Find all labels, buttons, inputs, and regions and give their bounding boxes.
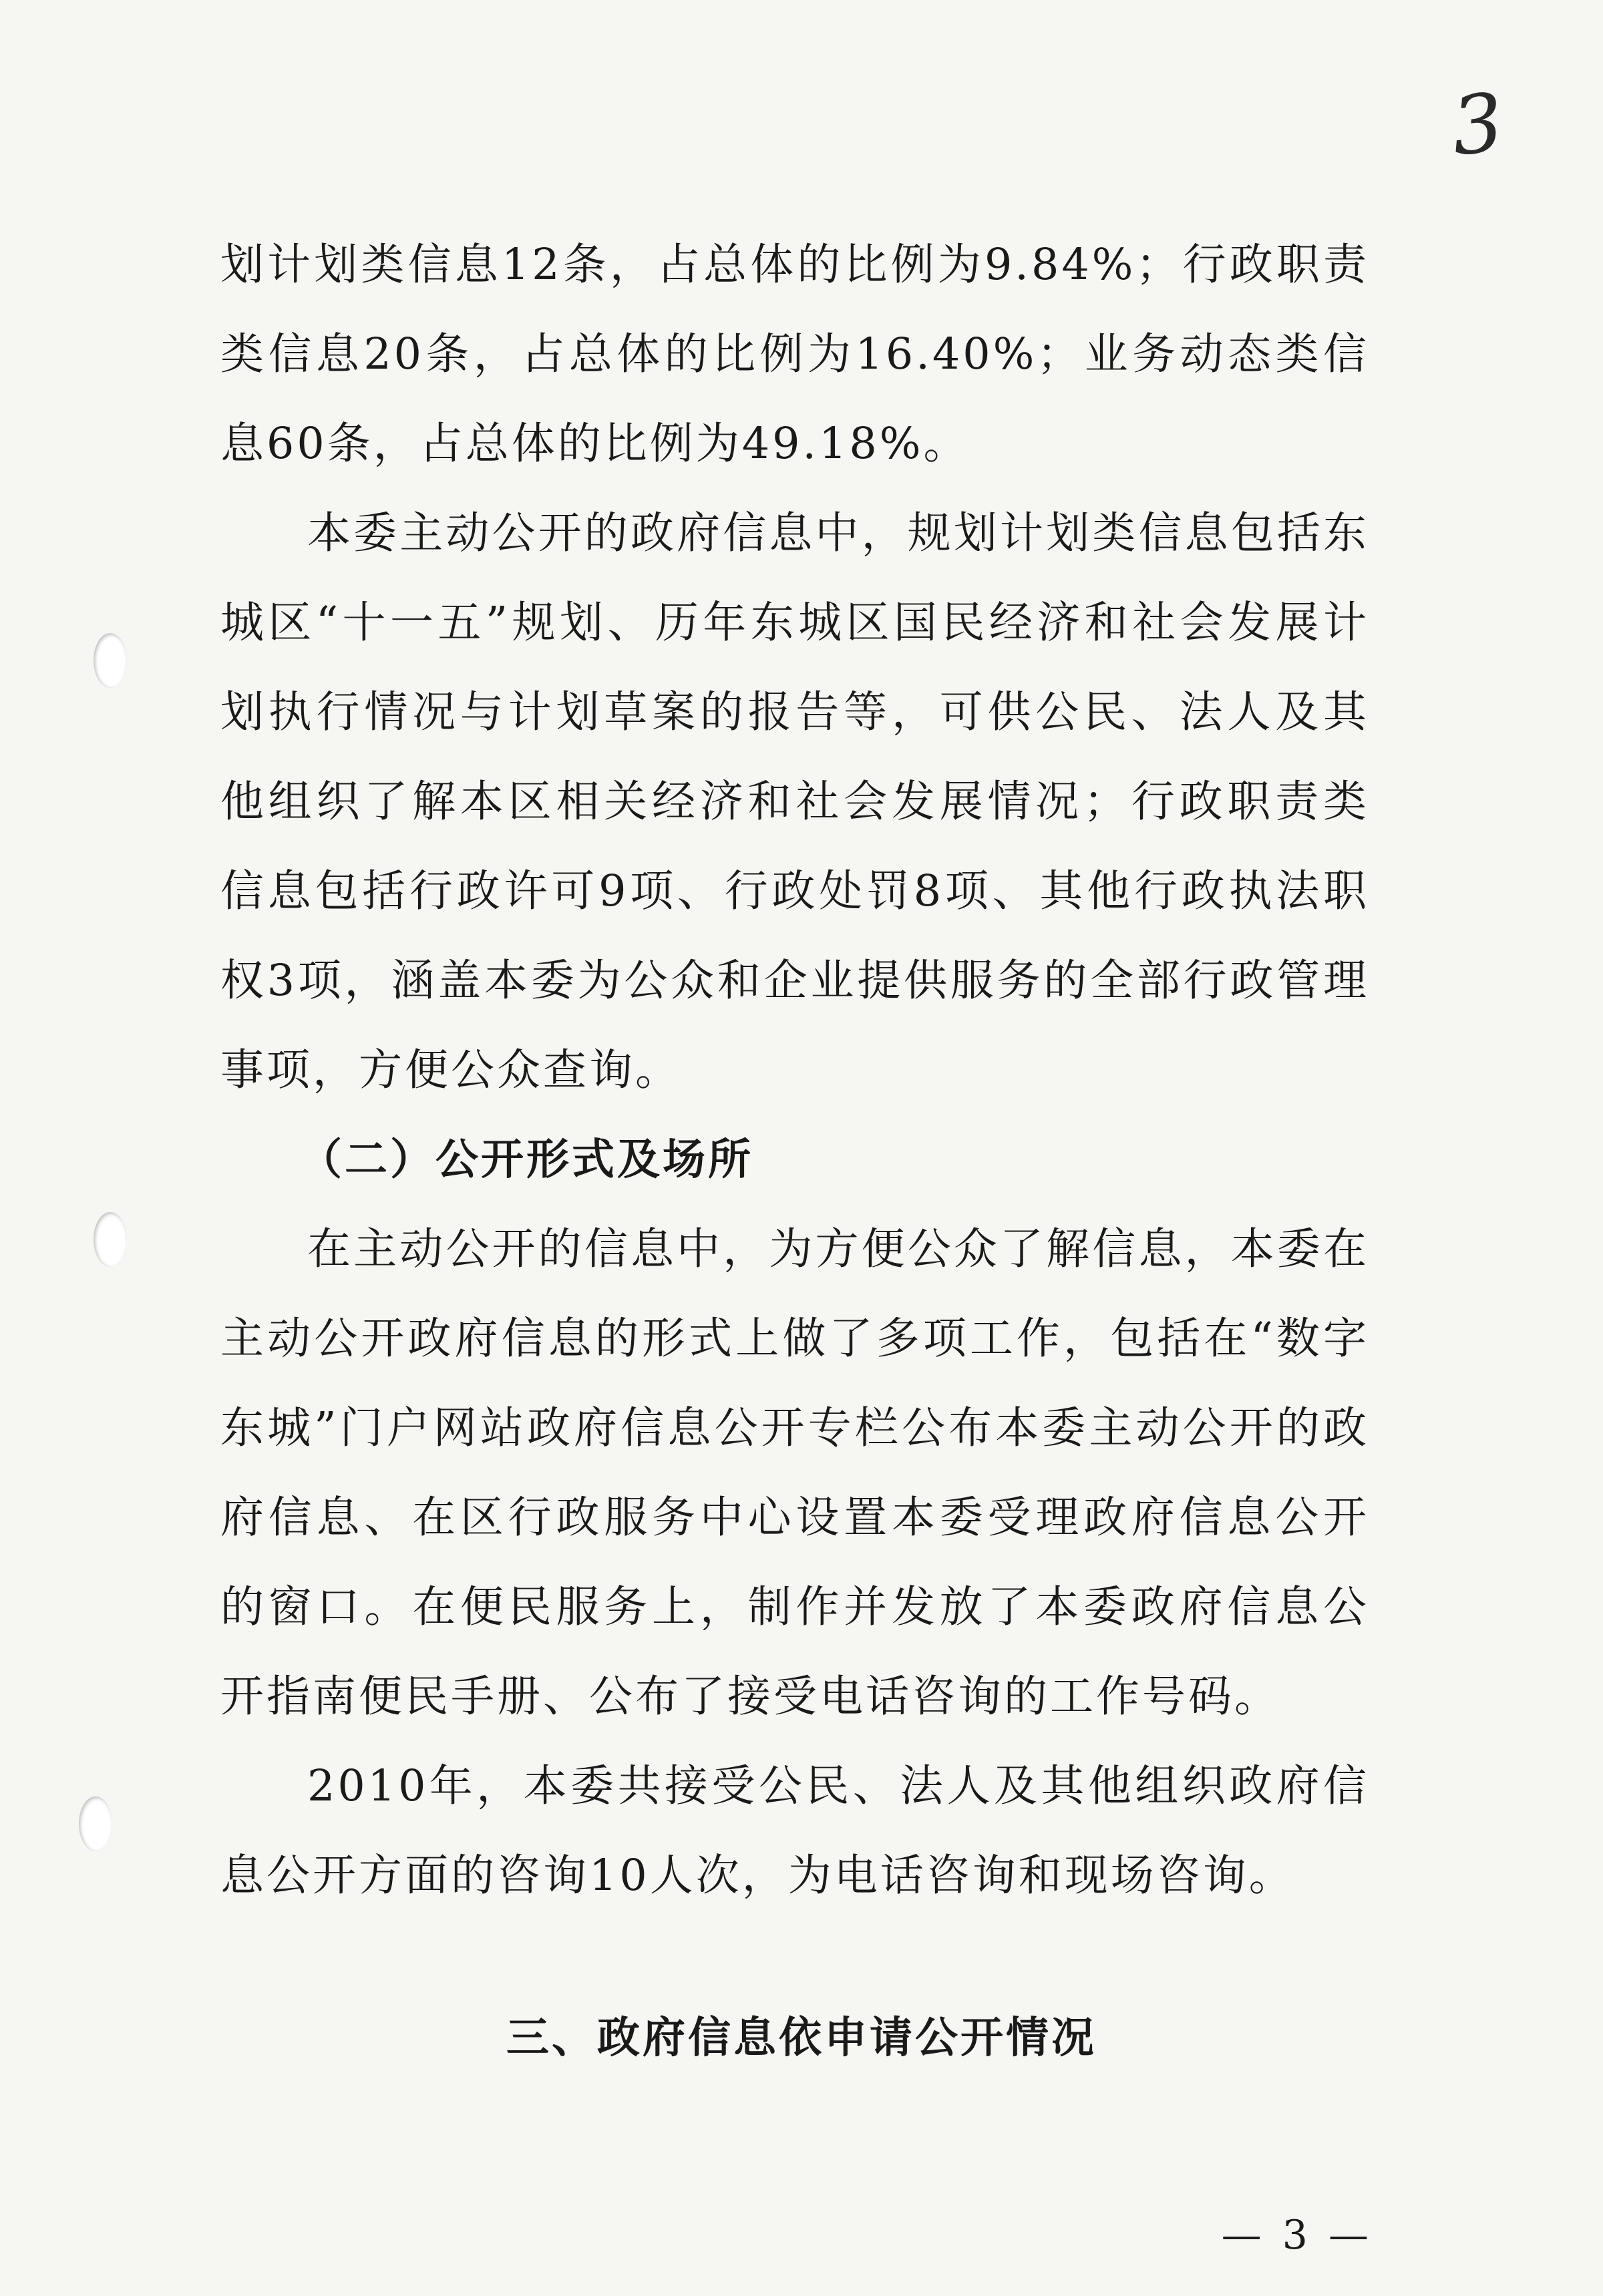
paragraph-disclosure-forms: 在主动公开的信息中，为方便公众了解信息，本委在主动公开政府信息的形式上做了多项工作，包括在“数字东城”门户网站政府信息公开专栏公布本委主动公开的政府信息、在区行政服务中心设置本委受理政府信息公开的窗口。在便民服务上，制作并发放了本委政府信息公开指南便民手册、公布了接受电话咨询的工作号码。 <box>220 1224 1369 1722</box>
page-number: — 3 — <box>1221 2212 1373 2259</box>
document-body <box>220 220 1369 1921</box>
paragraph-planning-info: 本委主动公开的政府信息中，规划计划类信息包括东城区“十一五”规划、历年东城区国民经济和社会发展计划执行情况与计划草案的报告等，可供公民、法人及其他组织了解本区相关经济和社会发展情况；行政职责类信息包括行政许可9项、行政处罚8项、其他行政执法职权3项，涵盖本委为公众和企业提供服务的全部行政管理事项，方便公众查询。 <box>220 508 1369 1095</box>
binding-hole <box>94 633 127 688</box>
paragraph-consultations: 2010年，本委共接受公民、法人及其他组织政府信息公开方面的咨询10人次，为电话咨询和现场咨询。 <box>220 1761 1369 1901</box>
subheading-disclosure-forms: （二）公开形式及场所 <box>299 1135 753 1185</box>
section-title: 三、政府信息依申请公开情况 <box>506 2014 1097 2063</box>
paragraph-continued: 划计划类信息12条，占总体的比例为9.84%；行政职责类信息20条，占总体的比例为16.40%；业务动态类信息60条，占总体的比例为49.18%。 <box>220 240 1369 469</box>
binding-hole <box>79 1796 112 1851</box>
binding-hole <box>94 1212 127 1267</box>
handwritten-page-mark: 3 <box>1447 76 1508 174</box>
